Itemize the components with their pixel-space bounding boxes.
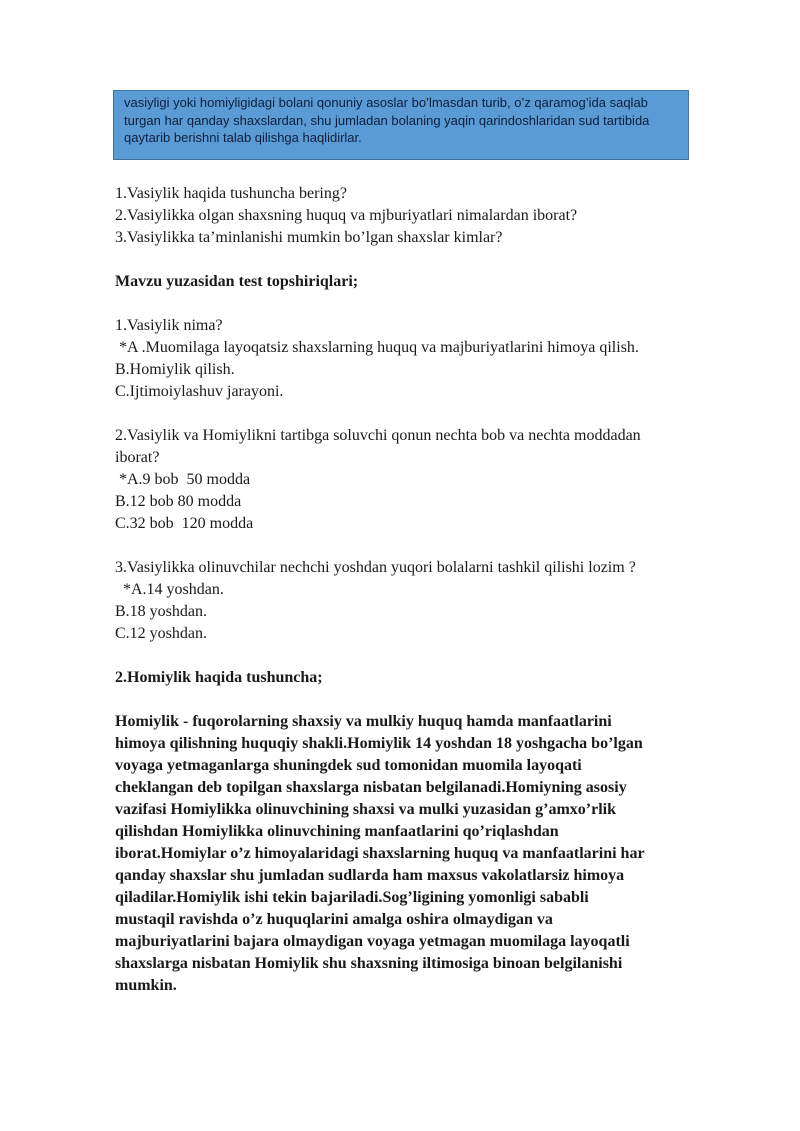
- paragraph-line: qilishdan Homiylikka olinuvchining manfaatlarini qo’riqlashdan: [115, 823, 559, 840]
- test-heading: Mavzu yuzasidan test topshiriqlari;: [115, 273, 359, 290]
- paragraph-line: Homiylik - fuqorolarning shaxsiy va mulkiy huquq hamda manfaatlarini: [115, 713, 612, 730]
- test-option: B.Homiylik qilish.: [115, 361, 235, 378]
- document-body: [115, 183, 740, 997]
- test-option: *A.9 bob 50 modda: [115, 471, 251, 488]
- test-option: C.Ijtimoiylashuv jarayoni.: [115, 383, 284, 400]
- paragraph-line: mumkin.: [115, 977, 177, 994]
- question-item: 3.Vasiylikka ta’minlanishi mumkin bo’lgan shaxslar kimlar?: [115, 229, 503, 246]
- test-question-3: [115, 557, 740, 645]
- test-option: *A .Muomilaga layoqatsiz shaxslarning huquq va majburiyatlarini himoya qilish.: [115, 339, 639, 356]
- section-heading: 2.Homiylik haqida tushuncha;: [115, 669, 323, 686]
- paragraph-line: qanday shaxslar shu jumladan sudlarda ham maxsus vakolatlarsiz himoya: [115, 867, 625, 884]
- questions-list: [115, 183, 740, 249]
- paragraph-line: iborat.Homiylar o’z himoyalaridagi shaxslarning huquq va manfaatlarini har: [115, 845, 645, 862]
- callout-text: vasiyligi yoki homiyligidagi bolani qonuniy asoslar bo’lmasdan turib, o’z qaramog’ida saqlab turgan har qanday shaxslardan, shu jumladan bolaning yaqin qarindoshlaridan sud tartibida qaytarib berishni talab qilishga haqlidirlar.: [124, 95, 650, 145]
- question-item: 2.Vasiylikka olgan shaxsning huquq va mjburiyatlari nimalardan iborat?: [115, 207, 578, 224]
- test-question-2: [115, 425, 740, 535]
- paragraph-line: majburiyatlarini bajara olmaydigan voyaga yetmagan muomilaga layoqatli: [115, 933, 630, 950]
- paragraph-line: qiladilar.Homiylik ishi tekin bajariladi.Sog’ligining yomonligi sababli: [115, 889, 589, 906]
- test-question-1: [115, 315, 740, 403]
- paragraph-line: voyaga yetmaganlarga shuningdek sud tomonidan muomila layoqati: [115, 757, 582, 774]
- test-option: C.12 yoshdan.: [115, 625, 207, 642]
- question-item: 1.Vasiylik haqida tushuncha bering?: [115, 185, 347, 202]
- paragraph-line: vazifasi Homiylikka olinuvchining shaxsi va mulki yuzasidan g’amxo’rlik: [115, 801, 616, 818]
- test-question-text: 1.Vasiylik nima?: [115, 317, 223, 334]
- paragraph-line: shaxslarga nisbatan Homiylik shu shaxsning iltimosiga binoan belgilanishi: [115, 955, 623, 972]
- paragraph-line: mustaqil ravishda o’z huquqlarini amalga oshira olmaydigan va: [115, 911, 553, 928]
- test-option: B.12 bob 80 modda: [115, 493, 242, 510]
- test-question-text: 2.Vasiylik va Homiylikni tartibga soluvchi qonun nechta bob va nechta moddadan: [115, 427, 641, 444]
- paragraph-line: cheklangan deb topilgan shaxslarga nisbatan belgilanadi.Homiyning asosiy: [115, 779, 627, 796]
- test-question-text: iborat?: [115, 449, 160, 466]
- test-option: B.18 yoshdan.: [115, 603, 207, 620]
- homiylik-paragraph: [115, 711, 740, 997]
- paragraph-line: himoya qilishning huquqiy shakli.Homiylik 14 yoshdan 18 yoshgacha bo’lgan: [115, 735, 643, 752]
- callout-box: [113, 90, 689, 160]
- test-option: *A.14 yoshdan.: [115, 581, 224, 598]
- test-option: C.32 bob 120 modda: [115, 515, 254, 532]
- test-question-text: 3.Vasiylikka olinuvchilar nechchi yoshdan yuqori bolalarni tashkil qilishi lozim ?: [115, 559, 636, 576]
